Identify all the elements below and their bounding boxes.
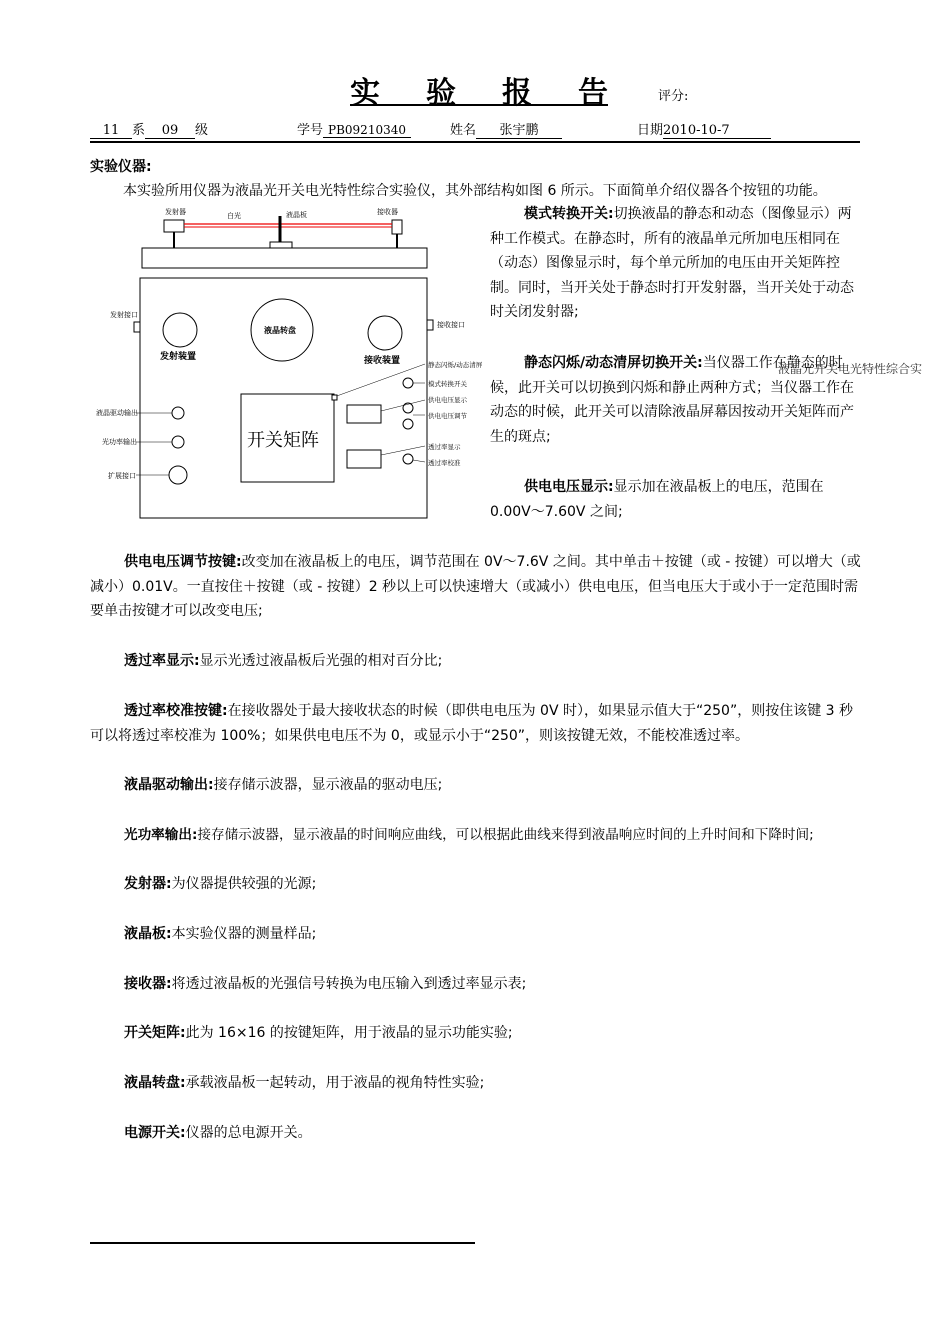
emitter-label: 发射器: [165, 208, 186, 216]
intro-text: 本实验所用仪器为液晶光开关电光特性综合实验仪，其外部结构如图 6 所示。下面简单介绍仪器各个按钮的功能。: [123, 183, 827, 199]
recv-device-circle: [368, 316, 402, 350]
description: 改变加在液晶板上的电压，调节范围在 0V～7.6V 之间。其中单击＋按键（或 - 按键）可以增大（或减小）0.01V。一直按住＋按键（或 - 按键）2 秒以上可以快速增大（或减小）供电电压，但当电压大于或小于一定范围时需要单击按键才可以改变电压;: [90, 554, 861, 619]
score-label: 评分:: [658, 89, 689, 104]
term: 液晶转盘:: [124, 1075, 186, 1091]
description: 此为 16×16 的按键矩阵，用于液晶的显示功能实验;: [185, 1025, 513, 1041]
term: 模式转换开关:: [524, 206, 614, 222]
term: 透过率校准按键:: [124, 703, 228, 719]
mode-switch-label: 模式转换开关: [428, 380, 467, 388]
description: 为仪器提供较强的光源;: [171, 876, 317, 892]
mode-switch-circle: [403, 378, 413, 388]
body-paragraph: [90, 922, 862, 947]
student-id-label: 学号: [297, 123, 324, 138]
transmittance-display-label: 透过率显示: [428, 443, 461, 451]
description: 本实验仪器的测量样品;: [171, 926, 317, 942]
description: 在接收器处于最大接收状态的时候（即供电电压为 0V 时），如果显示值大于“250”，则按住该键 3 秒可以将透过率校准为 100%；如果供电电压不为 0，或显示小于“250”，则该按键无效，不能校准透过率。: [90, 703, 854, 744]
switch-matrix-label: 开关矩阵: [247, 430, 319, 451]
description: 接存储示波器，显示液晶的驱动电压;: [213, 777, 443, 793]
student-id-field: [297, 119, 411, 138]
body-paragraph: [90, 1021, 862, 1046]
date-field: [637, 119, 771, 139]
name-value: 张宇鹏: [476, 119, 562, 139]
title-char: 告: [578, 76, 608, 111]
voltage-adjust-label: 供电电压调节: [428, 412, 467, 420]
body-paragraph: [90, 1071, 862, 1096]
transmittance-calib-circle: [403, 454, 413, 464]
transmittance-calib-label: 透过率校准: [428, 459, 461, 467]
lc-drive-output-label: 液晶驱动输出: [96, 409, 138, 417]
recv-device-label: 接收装置: [364, 356, 401, 366]
light-power-output-label: 光功率输出: [102, 438, 137, 446]
description: 当仪器工作在静态的时候，此开关可以切换到闪烁和静止两种方式；当仪器工作在动态的时候，此开关可以清除液晶屏幕因按动开关矩阵而产生的斑点;: [490, 355, 854, 445]
description: 承载液晶板一起转动，用于液晶的视角特性实验;: [185, 1075, 485, 1091]
title-char: 实: [350, 76, 380, 111]
voltage-display-paragraph: [490, 475, 860, 524]
description: 接存储示波器，显示液晶的时间响应曲线，可以根据此曲线来得到液晶响应时间的上升时间和下降时间;: [197, 827, 814, 843]
title-char: 报: [502, 76, 532, 111]
name-label: 姓名: [450, 123, 477, 138]
lc-turntable-label: 液晶转盘: [264, 326, 296, 335]
receiver-shape: [392, 220, 402, 234]
header-rule: [90, 141, 860, 143]
white-light-label: 白光: [227, 212, 241, 220]
description: 仪器的总电源开关。: [185, 1125, 312, 1141]
body-paragraph: [90, 1121, 862, 1146]
section-title: 实验仪器:: [90, 159, 152, 175]
term: 供电电压调节按键:: [124, 554, 242, 570]
term: 液晶驱动输出:: [124, 777, 214, 793]
date-label: 日期: [637, 123, 664, 138]
emit-device-label: 发射装置: [160, 352, 197, 362]
term: 电源开关:: [124, 1125, 186, 1141]
leader-line: [334, 364, 425, 397]
emit-port-shape: [134, 322, 140, 332]
description: 显示加在液晶板上的电压，范围在 0.00V～7.60V 之间;: [490, 479, 824, 520]
body-paragraph: [90, 872, 862, 897]
voltage-display-box: [347, 405, 381, 423]
recv-port-label: 接收接口: [437, 321, 465, 329]
instrument-diagram: [92, 200, 487, 525]
voltage-minus-circle: [403, 419, 413, 429]
title-char: 验: [426, 76, 456, 111]
flash-clear-label: 静态闪烁/动态清屏: [428, 361, 483, 369]
leader-line: [413, 460, 425, 462]
emit-port-label: 发射接口: [110, 311, 138, 319]
term: 发射器:: [124, 876, 172, 892]
class-label: 系: [132, 123, 146, 138]
report-title: [350, 68, 608, 111]
name-field: [450, 119, 562, 139]
lc-panel-label: 液晶板: [286, 211, 307, 219]
rail-base: [142, 248, 427, 268]
lc-drive-output-circle: [172, 407, 184, 419]
mode-switch-paragraph: [490, 202, 860, 325]
term: 光功率输出:: [124, 827, 198, 843]
body-paragraph: [90, 773, 862, 798]
body-paragraph: [90, 699, 862, 748]
transmittance-display-box: [347, 450, 381, 468]
clipped-note: 液晶光开关电光特性综合实: [778, 362, 923, 374]
description: 切换液晶的静态和动态（图像显示）两种工作模式。在静态时，所有的液晶单元所加电压相同在（动态）图像显示时，每个单元所加的电压由开关矩阵控制。同时，当开关处于静态时打开发射器，当开关处于动态时关闭发射器;: [490, 206, 854, 320]
description: 将透过液晶板的光强信号转换为电压输入到透过率显示表;: [171, 976, 527, 992]
class-info: [90, 119, 208, 139]
flash-switch-marker: [332, 395, 337, 400]
term: 开关矩阵:: [124, 1025, 186, 1041]
term: 接收器:: [124, 976, 172, 992]
voltage-display-label: 供电电压显示: [428, 396, 467, 404]
emitter-shape: [164, 220, 184, 232]
recv-port-shape: [427, 320, 433, 330]
grade-number: 09: [145, 123, 195, 139]
light-power-output-circle: [172, 436, 184, 448]
grade-label: 级: [195, 123, 209, 138]
lc-panel-base: [270, 242, 292, 248]
extension-port-label: 扩展接口: [108, 472, 136, 480]
class-number: 11: [90, 123, 132, 139]
body-paragraph: [90, 823, 880, 848]
description: 显示光透过液晶板后光强的相对百分比;: [199, 653, 443, 669]
term: 液晶板:: [124, 926, 172, 942]
body-paragraph: [90, 972, 862, 997]
term: 供电电压显示:: [524, 479, 614, 495]
body-paragraph: [90, 550, 862, 624]
term: 透过率显示:: [124, 653, 200, 669]
footer-rule: [90, 1242, 475, 1244]
term: 静态闪烁/动态清屏切换开关:: [524, 355, 703, 371]
emit-device-circle: [163, 313, 197, 347]
receiver-label: 接收器: [377, 208, 398, 216]
date-value: 2010-10-7: [663, 123, 771, 139]
extension-port-circle: [169, 466, 187, 484]
student-id-value: PB09210340: [323, 123, 411, 138]
leader-line: [381, 446, 425, 455]
body-paragraph: [90, 649, 862, 674]
